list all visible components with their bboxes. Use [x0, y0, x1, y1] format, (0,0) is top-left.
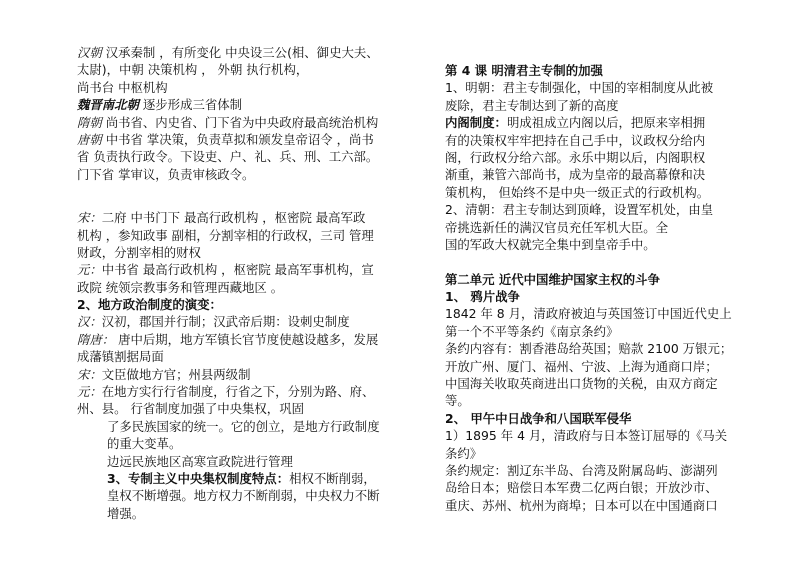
text-line: 条约》: [445, 445, 483, 461]
text-line: 皇权不断增强。地方权力不断削弱，中央权力不断: [107, 488, 380, 504]
era-label: 魏晋南北朝: [77, 97, 139, 113]
text-line: 边远民族地区高寒宣政院进行管理: [107, 453, 293, 469]
era-label: 元：: [77, 384, 102, 400]
text-line: 开放广州、厦门、福州、宁波、上海为通商口岸；: [445, 358, 718, 374]
text-line: 1）1895 年 4 月，清政府与日本签订屈辱的《马关: [445, 428, 728, 444]
line-text: 中书省 最高行政机构 ，枢密院 最高军事机构，宣: [101, 262, 374, 278]
text-line: [77, 261, 407, 278]
text-line: 等。: [445, 393, 470, 409]
left-column: [77, 44, 407, 522]
line-text: 尚书省、内史省、门下省为中央政府最高统治机构: [101, 114, 379, 130]
line-text: 相权不断削弱，: [289, 470, 376, 486]
text-line: 条约内容有：割香港岛给英国；赔款 2100 万银元；: [445, 341, 733, 357]
text-line: 成藩镇割据局面: [77, 349, 164, 365]
text-line: 废除，君主专制达到了新的高度: [445, 97, 619, 113]
text-line: [77, 470, 407, 487]
unit-title: 第二单元 近代中国维护国家主权的斗争: [445, 271, 660, 287]
text-line: 岛给日本；赔偿日本军费二亿两白银；开放沙市、: [445, 480, 718, 496]
line-text: 逐步形成三省体制: [138, 97, 243, 113]
text-line: 有的决策权牢牢把持在自己手中，议政权分给内: [445, 132, 706, 148]
text-line: 太尉)，中朝 决策机构 ， 外朝 执行机构，: [77, 62, 309, 78]
text-line: 渐重，兼管六部尚书，成为皇帝的最高幕僚和决: [445, 167, 706, 183]
line-text: 汉初，郡国并行制；汉武帝后期：设刺史制度: [101, 314, 350, 330]
text-line: [445, 114, 747, 131]
text-line: [77, 209, 407, 226]
text-line: [77, 366, 407, 383]
line-text: 唐中后期，地方军镇长官节度使越设越多，发展: [114, 331, 379, 347]
text-line: 重庆、苏州、杭州为商埠；日本可以在中国通商口: [445, 497, 718, 513]
text-line: 中国海关收取英商进出口货物的关税，由双方商定: [445, 376, 718, 392]
section-heading: 1、 鸦片战争: [445, 289, 520, 305]
text-line: 的重大变革。: [107, 436, 182, 452]
text-line: 条约规定：割辽东半岛、台湾及附属岛屿、澎湖列: [445, 462, 718, 478]
text-line: [77, 383, 407, 400]
text-line: [77, 131, 407, 148]
text-line: 州、县。 行省制度加强了中央集权，巩固: [77, 401, 304, 417]
text-line: 1、明朝：君主专制强化，中国的宰相制度从此被: [445, 80, 714, 96]
text-line: [77, 331, 407, 348]
text-line: [77, 114, 407, 131]
line-text: 中书省 掌决策，负责草拟和颁发皇帝诏令 ，尚书: [101, 131, 374, 147]
text-line: [77, 44, 407, 61]
text-line: 策机构， 但始终不是中央一级正式的行政机构。: [445, 184, 710, 200]
text-line: 第一个不平等条约《南京条约》: [445, 323, 619, 339]
text-line: 门下省 掌审议，负责审核政令。: [77, 166, 255, 182]
lesson-title: 第 4 课 明清君主专制的加强: [445, 63, 603, 78]
text-line: 政院 统领宗教事务和管理西藏地区 。: [77, 279, 284, 295]
text-line: 2、清朝：君主专制达到顶峰，设置军机处，由皇: [445, 202, 714, 218]
right-column: [445, 62, 747, 514]
line-text: 明成祖成立内阁以后，把原来宰相拥: [506, 115, 706, 131]
text-line: 帝挑选新任的满汉官员充任军机大臣。全: [445, 219, 669, 235]
era-label: 元：: [77, 262, 102, 278]
line-text: 二府 中书门下 最高行政机构 ，枢密院 最高军政: [101, 210, 366, 226]
text-line: 省 负责执行政令。下设吏、户、礼、兵、刑、工六部。: [77, 149, 379, 165]
text-line: [77, 96, 407, 113]
line-text: 在地方实行行省制度，行省之下，分别为路、府、: [101, 384, 375, 400]
text-line: 了多民族国家的统一。它的创立，是地方行政制度: [107, 418, 380, 434]
text-line: 财政，分割宰相的财权: [77, 244, 201, 260]
section-heading: 2、地方政治制度的演变：: [77, 297, 222, 313]
text-line: 国的军政大权就完全集中到皇帝手中。: [445, 236, 656, 252]
era-label: 汉：: [77, 314, 102, 330]
era-label: 宋：: [77, 366, 102, 382]
era-label: 宋：: [77, 210, 102, 226]
text-line: 增强。: [107, 505, 145, 521]
text-line: 阁，行政权分给六部。永乐中期以后，内阁职权: [445, 149, 706, 165]
era-label: 汉朝: [77, 45, 102, 60]
section-heading: 2、 甲午中日战争和八国联军侵华: [445, 410, 632, 426]
line-text: 汉承秦制 ，有所变化 中央设三公(相、御史大夫、: [101, 45, 379, 60]
bold-heading: 内阁制度：: [445, 115, 507, 131]
text-line: [77, 313, 407, 330]
bold-heading: 3、专制主义中央集权制度特点：: [107, 470, 290, 486]
text-line: 1842 年 8 月，清政府被迫与英国签订中国近代史上: [445, 306, 732, 322]
line-text: 文臣做地方官；州县两级制: [101, 366, 251, 382]
era-label: 隋唐：: [77, 331, 115, 347]
text-line: 尚书台 中枢机构: [77, 79, 168, 95]
era-label: 唐朝: [77, 131, 102, 147]
text-line: 机构 ，参知政事 副相，分割宰相的行政权，三司 管理: [77, 227, 374, 243]
era-label: 隋朝: [77, 114, 102, 130]
